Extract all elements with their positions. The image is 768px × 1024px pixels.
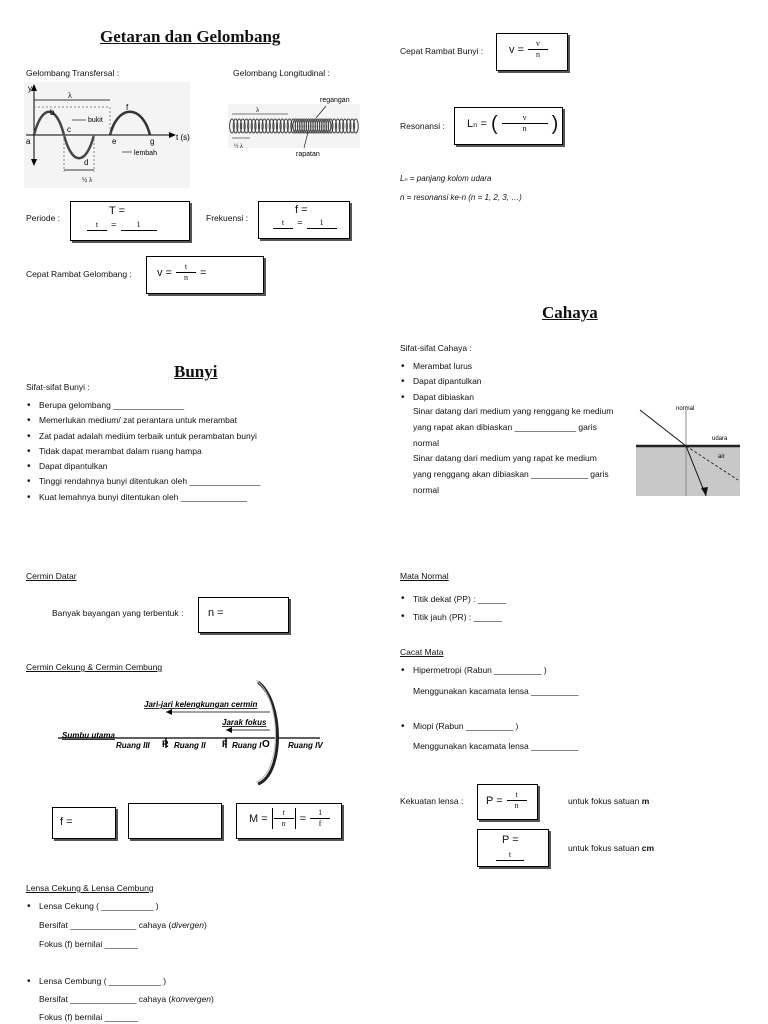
- list-item: • Titik jauh (PR) : ______: [400, 608, 506, 626]
- long-lambda: λ: [256, 106, 260, 114]
- cepat-rambat-bunyi-box: [496, 33, 568, 71]
- point-c: c: [67, 125, 71, 134]
- crb-frac: [528, 39, 548, 60]
- frekuensi-num1: t: [273, 218, 293, 229]
- list-item: • Dapat dipantulkan: [400, 374, 482, 389]
- label-frekuensi: Frekuensi :: [206, 213, 249, 223]
- bias1-line3: normal: [413, 438, 439, 448]
- note-n: n = resonansi ke-n (n = 1, 2, 3, …): [400, 193, 522, 202]
- title-getaran: Getaran dan Gelombang: [100, 27, 281, 46]
- bayangan-formula-box: [198, 597, 289, 633]
- label-periode: Periode :: [26, 213, 61, 223]
- res-lhs: Lₙ =: [467, 118, 487, 130]
- list-item: • Titik dekat (PP) : ______: [400, 590, 506, 608]
- label-sumbu-utama: Sumbu utama: [62, 731, 115, 740]
- satuan-cm-prefix: untuk fokus satuan: [568, 843, 642, 853]
- hiper-kacamata: Menggunakan kacamata lensa __________: [413, 686, 579, 696]
- label-F: F: [222, 739, 228, 749]
- diagram-y-label: y: [28, 84, 32, 93]
- diagram-half-lambda: ½ λ: [82, 176, 93, 184]
- pcm-num: t: [496, 850, 524, 861]
- res-paren-open: (: [490, 112, 498, 135]
- periode-formula-box: [70, 201, 190, 241]
- label-O: O: [262, 739, 270, 750]
- lensa-cembung-sifat: konvergen: [171, 994, 212, 1004]
- periode-eq: =: [111, 220, 117, 231]
- cepat-rambat-gelombang-box: [146, 256, 264, 294]
- frekuensi-eq: =: [297, 218, 303, 229]
- res-paren-close: ): [551, 112, 559, 135]
- point-f: f: [126, 103, 129, 112]
- lensa-cekung-fokus: Fokus (f) bernilai _______: [39, 939, 138, 949]
- frekuensi-num2: 1: [307, 218, 337, 229]
- res-num: v: [502, 113, 548, 124]
- m-num: t: [274, 808, 294, 819]
- list-item: • Lensa Cembung ( ___________ ): [26, 974, 166, 989]
- periode-num2: 1: [121, 220, 157, 231]
- label-jarak-fokus: Jarak fokus: [222, 718, 267, 727]
- label-cermin-cekung: Cermin Cekung & Cermin Cembung: [26, 662, 163, 672]
- point-d: d: [84, 158, 89, 167]
- bayangan-formula: n =: [208, 607, 224, 619]
- list-item: • Kuat lemahnya bunyi ditentukan oleh ______________: [26, 490, 260, 505]
- res-frac: [502, 113, 548, 134]
- label-cermin-datar: Cermin Datar: [26, 571, 77, 581]
- m-den: n: [281, 819, 286, 828]
- lensa-cembung-bersifat-prefix: Bersifat ______________ cahaya (: [39, 994, 172, 1004]
- satuan-m-prefix: untuk fokus satuan: [568, 796, 642, 806]
- label-transversal: Gelombang Transfersal :: [26, 68, 120, 78]
- label-ruang1: Ruang I: [232, 741, 262, 750]
- point-g: g: [150, 137, 155, 146]
- label-rapatan: rapatan: [296, 151, 320, 158]
- mirror-diagram: [58, 680, 332, 786]
- list-miopi: [400, 719, 518, 734]
- lensa-cekung-bersifat: [39, 920, 207, 930]
- pm-frac: [507, 790, 527, 811]
- bias2-line2: yang renggang akan dibiaskan ____________ garis: [413, 469, 609, 479]
- res-den: n: [522, 124, 527, 133]
- label-air: air: [718, 454, 725, 460]
- list-item: • Dapat dibiaskan: [400, 390, 482, 405]
- lensa-cekung-bersifat-prefix: Bersifat ______________ cahaya (: [39, 920, 172, 930]
- pm-lhs: P =: [486, 794, 503, 807]
- title-cahaya: Cahaya: [542, 303, 598, 322]
- crg-den: n: [183, 273, 188, 282]
- label-cepat-rambat-gelombang: Cepat Rambat Gelombang :: [26, 269, 132, 279]
- label-regangan: regangan: [320, 97, 350, 104]
- label-lembah: lembah: [134, 150, 157, 157]
- empty-formula-box: [128, 803, 222, 839]
- list-hipermetropi: [400, 663, 547, 678]
- label-R: R: [162, 739, 169, 749]
- list-item: • Merambat lurus: [400, 359, 482, 374]
- list-sifat-bunyi: [26, 398, 260, 505]
- list-item: • Lensa Cekung ( ___________ ): [26, 899, 159, 914]
- periode-frac2: [121, 220, 157, 231]
- label-lensa: Lensa Cekung & Lensa Cembung: [26, 883, 154, 893]
- m-num2: 1: [310, 808, 330, 819]
- pcm-lhs: P =: [502, 834, 519, 846]
- satuan-m-unit: m: [641, 796, 650, 806]
- lensa-cembung-bersifat-suffix: ): [211, 994, 214, 1004]
- list-item: • Berupa gelombang _______________: [26, 398, 260, 413]
- frekuensi-formula-box: [258, 201, 350, 239]
- title-bunyi: Bunyi: [174, 362, 218, 381]
- frekuensi-frac1: [273, 218, 293, 229]
- point-a: a: [26, 137, 31, 146]
- point-b: b: [50, 108, 55, 117]
- label-jari-jari: Jari-jari kelengkungan cermin: [144, 700, 258, 709]
- label-udara: udara: [712, 436, 728, 442]
- m-lhs: M =: [249, 812, 268, 825]
- label-resonansi: Resonansi :: [400, 121, 445, 131]
- label-normal: normal: [676, 406, 695, 412]
- lensa-cekung-bersifat-suffix: ): [203, 920, 207, 930]
- m-frac: [274, 808, 294, 829]
- bias1-line1: Sinar datang dari medium yang renggang ke medium: [413, 406, 614, 416]
- long-half-lambda: ½ λ: [234, 144, 243, 150]
- label-cacat-mata: Cacat Mata: [400, 647, 444, 657]
- m-formula-box: [236, 803, 342, 839]
- transversal-wave-diagram: [24, 82, 190, 188]
- periode-num1: t: [87, 220, 107, 231]
- crb-lhs: v =: [509, 43, 524, 56]
- diagram-t-label: t (s): [176, 133, 190, 142]
- list-item: • Tinggi rendahnya bunyi ditentukan oleh _______________: [26, 474, 260, 489]
- refraction-diagram: [634, 402, 742, 496]
- lensa-cembung-bersifat: [39, 994, 214, 1004]
- label-sifat-bunyi: Sifat-sifat Bunyi :: [26, 382, 90, 392]
- list-item: • Zat padat adalah medium terbaik untuk perambatan bunyi: [26, 429, 260, 444]
- list-item: • Hipermetropi (Rabun __________ ): [400, 663, 547, 678]
- pm-den: n: [514, 801, 519, 810]
- p-formula-m-box: [477, 784, 538, 820]
- crg-eq: =: [199, 266, 207, 279]
- label-bukit: bukit: [88, 117, 103, 124]
- note-ln: Lₙ = panjang kolom udara: [400, 174, 492, 183]
- crb-den: n: [535, 50, 540, 59]
- frekuensi-lhs: f =: [295, 204, 308, 216]
- cepat-rambat-gelombang-lhs: v =: [157, 266, 172, 279]
- lensa-cembung-fokus: Fokus (f) bernilai _______: [39, 1012, 138, 1022]
- satuan-cm-unit: cm: [641, 843, 655, 853]
- list-item: • Tidak dapat merambat dalam ruang hampa: [26, 444, 260, 459]
- p-formula-cm-box: [477, 829, 549, 867]
- list-item: • Miopi (Rabun __________ ): [400, 719, 518, 734]
- label-ruang2: Ruang II: [174, 741, 206, 750]
- miopi-kacamata: Menggunakan kacamata lensa __________: [413, 741, 579, 751]
- point-e: e: [112, 137, 117, 146]
- list-lensa-cekung: [26, 899, 159, 914]
- label-longitudinal: Gelombang Longitudinal :: [233, 68, 330, 78]
- m-abs-bars: [272, 808, 296, 829]
- m-eq: =: [299, 812, 307, 825]
- list-sifat-cahaya: [400, 359, 482, 405]
- periode-lhs: T =: [109, 205, 126, 217]
- crg-num: t: [176, 262, 196, 273]
- frekuensi-frac2: [307, 218, 337, 229]
- label-kekuatan-lensa: Kekuatan lensa :: [400, 796, 464, 806]
- pcm-frac: [496, 850, 524, 861]
- crb-num: v: [528, 39, 548, 50]
- resonansi-box: [454, 107, 563, 145]
- list-lensa-cembung: [26, 974, 166, 989]
- list-item: • Memerlukan medium/ zat perantara untuk merambat: [26, 413, 260, 428]
- satuan-cm-text: [568, 843, 654, 853]
- pm-num: t: [507, 790, 527, 801]
- label-banyak-bayangan: Banyak bayangan yang terbentuk :: [52, 608, 184, 618]
- diagram-lambda: λ: [68, 91, 72, 100]
- m-den2: f: [318, 819, 322, 828]
- label-mata-normal: Mata Normal: [400, 571, 449, 581]
- f-formula-box: [52, 807, 116, 839]
- periode-frac1: [87, 220, 107, 231]
- m-frac2: [310, 808, 330, 829]
- label-ruang4: Ruang IV: [288, 741, 323, 750]
- bias2-line1: Sinar datang dari medium yang rapat ke medium: [413, 453, 597, 463]
- bias1-line2: yang rapat akan dibiaskan _____________ garis: [413, 422, 597, 432]
- bias2-line3: normal: [413, 485, 439, 495]
- f-formula: f =: [60, 816, 73, 828]
- list-item: • Dapat dipantulkan: [26, 459, 260, 474]
- list-mata-normal: [400, 590, 506, 626]
- label-ruang3: Ruang III: [116, 741, 150, 750]
- lensa-cekung-sifat: divergen: [171, 920, 204, 930]
- label-cepat-rambat-bunyi: Cepat Rambat Bunyi :: [400, 46, 484, 56]
- label-sifat-cahaya: Sifat-sifat Cahaya :: [400, 343, 472, 353]
- cepat-rambat-gelombang-frac: [176, 262, 196, 283]
- longitudinal-wave-diagram: [228, 92, 360, 162]
- satuan-m-text: [568, 796, 649, 806]
